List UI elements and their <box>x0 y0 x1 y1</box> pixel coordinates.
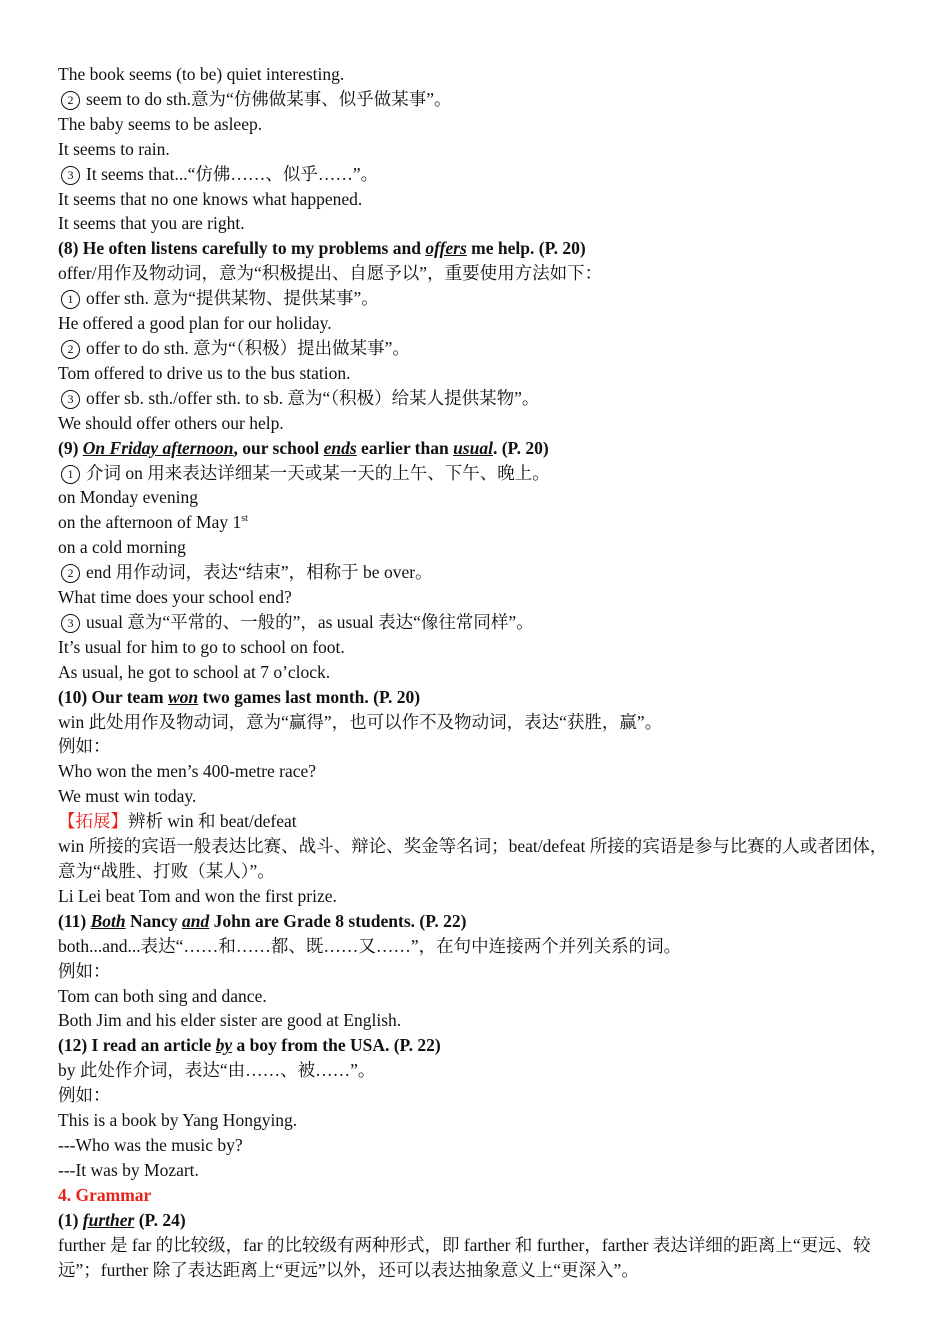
numbered-line <box>58 286 898 311</box>
text-line: on Monday evening <box>58 487 198 508</box>
circled-number-badge: 3 <box>61 390 80 409</box>
extension-line <box>58 809 898 834</box>
text-line: ---It was by Mozart. <box>58 1159 199 1180</box>
numbered-line <box>58 87 898 112</box>
circled-number-badge: 2 <box>61 340 80 359</box>
keyword-highlight: Both <box>90 910 126 931</box>
text-line: It seems that no one knows what happened. <box>58 188 363 209</box>
heading-text: (12) I read an article <box>58 1035 216 1056</box>
text-line: both...and...表达“……和……都、既……又……”，在句中连接两个并列关系的词。 <box>58 935 682 956</box>
extension-tag: 【拓展】 <box>58 811 128 832</box>
numbered-line-text: offer sth. 意为“提供某物、提供某事”。 <box>86 288 379 309</box>
ordinal-suffix: st <box>241 513 248 525</box>
numbered-line-text: end 用作动词，表达“结束”，相称于 be over。 <box>86 562 433 583</box>
circled-number-badge: 3 <box>61 614 80 633</box>
heading-text: (10) Our team <box>58 686 168 707</box>
section-heading: 4. Grammar <box>58 1184 152 1205</box>
numbered-line <box>58 336 898 361</box>
circled-number-badge: 2 <box>61 564 80 583</box>
text-paragraph: further 是 far 的比较级，far 的比较级有两种形式，即 farther 和 further，farther 表达详细的距离上“更远、较远”；further 除了表达距离上“更远”以外，还可以表达抽象意义上“更深入”。 <box>58 1234 871 1280</box>
heading-text: John are Grade 8 students. (P. 22) <box>209 910 467 931</box>
text-line: 例如： <box>58 1085 111 1106</box>
text-line: We must win today. <box>58 786 197 807</box>
heading-text: (11) <box>58 910 91 931</box>
text-line: He offered a good plan for our holiday. <box>58 313 332 334</box>
text-line: win 此处用作及物动词，意为“赢得”，也可以作不及物动词，表达“获胜，赢”。 <box>58 711 663 732</box>
text-line: 例如： <box>58 960 111 981</box>
numbered-line-text: usual 意为“平常的、一般的”，as usual 表达“像往常同样”。 <box>86 611 534 632</box>
keyword-highlight: by <box>215 1035 233 1056</box>
heading-text: Nancy <box>125 910 182 931</box>
text-line: This is a book by Yang Hongying. <box>58 1110 298 1131</box>
example-sentence-heading <box>58 909 898 934</box>
example-sentence-heading <box>58 685 898 710</box>
text-line: Li Lei beat Tom and won the first prize. <box>58 885 337 906</box>
document-page <box>58 62 898 1282</box>
circled-number-badge: 3 <box>61 166 80 185</box>
text-line: Both Jim and his elder sister are good at English. <box>58 1010 402 1031</box>
text-line: The book seems (to be) quiet interesting. <box>58 64 345 84</box>
example-sentence-heading <box>58 1208 898 1233</box>
text-paragraph: win 所接的宾语一般表达比赛、战斗、辩论、奖金等名词；beat/defeat 所接的宾语是参与比赛的人或者团体，意为“战胜、打败（某人）”。 <box>58 836 888 881</box>
numbered-line-text: offer sb. sth./offer sth. to sb. 意为“（积极）给某人提供某物”。 <box>86 387 540 408</box>
example-sentence-heading <box>58 236 898 261</box>
circled-number-badge: 1 <box>61 465 80 484</box>
text-line: It seems that you are right. <box>58 213 245 234</box>
keyword-highlight: and <box>182 910 210 931</box>
text-line: We should offer others our help. <box>58 412 284 433</box>
circled-number-badge: 2 <box>61 91 80 110</box>
numbered-line <box>58 610 898 635</box>
text-line <box>58 510 898 535</box>
heading-text: me help. (P. 20) <box>466 238 586 259</box>
heading-text: (9) <box>58 437 83 458</box>
heading-text: a boy from the USA. (P. 22) <box>232 1035 441 1056</box>
keyword-highlight: won <box>168 686 199 707</box>
text-line: Who won the men’s 400-metre race? <box>58 761 317 782</box>
heading-text: (1) <box>58 1209 83 1230</box>
numbered-line-text: offer to do sth. 意为“（积极）提出做某事”。 <box>86 337 410 358</box>
keyword-highlight: usual <box>453 437 493 458</box>
heading-text: (8) He often listens carefully to my problems and <box>58 238 426 259</box>
text-line: 例如： <box>58 736 111 757</box>
text-line: offer/用作及物动词，意为“积极提出、自愿予以”，重要使用方法如下： <box>58 263 603 284</box>
text-line: It seems to rain. <box>58 138 170 159</box>
text-line: Tom offered to drive us to the bus station. <box>58 362 351 383</box>
text-line: Tom can both sing and dance. <box>58 985 267 1006</box>
heading-text: earlier than <box>356 437 454 458</box>
text-line: The baby seems to be asleep. <box>58 113 263 134</box>
text-line: As usual, he got to school at 7 o’clock. <box>58 661 331 682</box>
keyword-highlight: further <box>82 1209 135 1230</box>
text-line: on a cold morning <box>58 537 186 558</box>
example-sentence-heading <box>58 436 898 461</box>
heading-text: two games last month. (P. 20) <box>198 686 421 707</box>
keyword-highlight: On Friday afternoon <box>82 437 234 458</box>
numbered-line-text: It seems that...“仿佛……、似乎……”。 <box>86 163 379 184</box>
heading-text: , our school <box>233 437 324 458</box>
keyword-highlight: offers <box>425 238 467 259</box>
numbered-line <box>58 560 898 585</box>
numbered-line <box>58 386 898 411</box>
text-line: What time does your school end? <box>58 587 292 608</box>
text-line: It’s usual for him to go to school on foot. <box>58 636 345 657</box>
numbered-line-text: seem to do sth.意为“仿佛做某事、似乎做某事”。 <box>86 88 452 109</box>
heading-text: (P. 24) <box>134 1209 186 1230</box>
heading-text: . (P. 20) <box>492 437 549 458</box>
numbered-line <box>58 461 898 486</box>
text-line: ---Who was the music by? <box>58 1134 243 1155</box>
example-sentence-heading <box>58 1033 898 1058</box>
circled-number-badge: 1 <box>61 290 80 309</box>
extension-text: 辨析 win 和 beat/defeat <box>128 811 297 832</box>
text-line-main: on the afternoon of May 1 <box>58 512 242 533</box>
text-line: by 此处作介词，表达“由……、被……”。 <box>58 1060 376 1081</box>
numbered-line-text: 介词 on 用来表达详细某一天或某一天的上午、下午、晚上。 <box>86 462 550 483</box>
keyword-highlight: ends <box>323 437 357 458</box>
numbered-line <box>58 162 898 187</box>
